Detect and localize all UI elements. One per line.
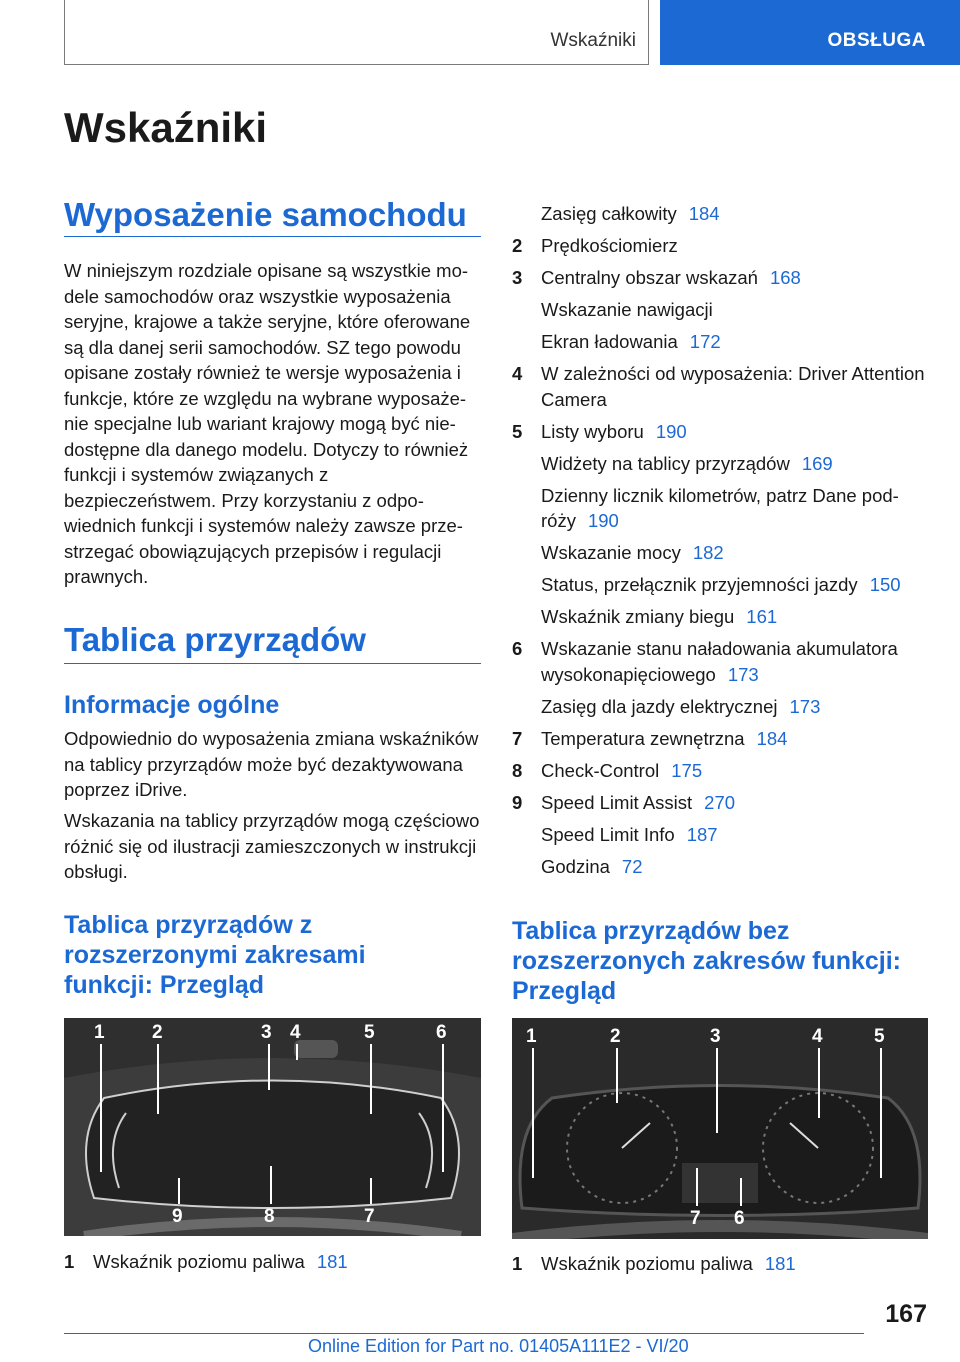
list-item-text: Widżety na tablicy przyrządów [541, 452, 790, 474]
page-ref-link[interactable]: 169 [801, 452, 833, 474]
instrument-cluster-basic-image [512, 1018, 928, 1239]
page-ref-link[interactable]: 184 [688, 203, 720, 224]
left-list-item-fuel [64, 1249, 481, 1275]
list-item-text: Godzina [541, 855, 610, 877]
callout-6: 6 [734, 1208, 745, 1229]
page-ref-link[interactable]: 173 [727, 663, 759, 685]
callout-legend-list [512, 201, 932, 886]
callout-1: 1 [94, 1022, 105, 1043]
page-ref-link[interactable]: 181 [316, 1251, 348, 1272]
instrument-cluster-extended-image [64, 1018, 481, 1236]
list-item-text: Listy wyboru [541, 420, 644, 442]
instrument-cluster-basic-drawing [512, 1018, 928, 1239]
list-item [512, 572, 932, 598]
list-item [512, 540, 932, 566]
list-item [512, 361, 932, 412]
list-item-number: 2 [512, 235, 523, 256]
callout-7: 7 [690, 1208, 701, 1229]
equipment-paragraph: W niniejszym rozdziale opisane są wszystkie modele samochodów oraz wszystkie wyposażenia seryjne, krajowe a także seryjne, które oferowane są dla danej serii samochodów. SZ tego powodu opisane zostały również te wersje wyposażenia i funkcje, które ze względu na wybrane wyposażenie specjalne lub wariant krajowy mogą być niedostępne dla danego modelu. Dotyczy to również funkcji i systemów związanych z bezpieczeństwem. Przy korzystaniu z odpowiednich funkcji i systemów należy zawsze przestrzegać obowiązujących przepisów i regulacji prawnych. [64, 260, 471, 587]
list-item-text: Wskaźnik zmiany biegu [541, 606, 735, 627]
footer-edition: Online Edition for Part no. 01405A111E2 - VI/20 [308, 1336, 689, 1356]
list-item [512, 329, 932, 355]
list-item [512, 297, 932, 323]
page-ref-link[interactable]: 175 [671, 759, 703, 781]
header-section-label: Wskaźniki [550, 30, 636, 51]
callout-6: 6 [436, 1022, 447, 1043]
list-item-text: Ekran ładowania [541, 331, 678, 352]
list-item-text: W zależności od wyposażenia: Driver Attention Camera [541, 363, 925, 410]
list-item-text: Temperatura zewnętrzna [541, 727, 745, 749]
list-item-number: 8 [512, 759, 523, 781]
subheading-extended-overview: Tablica przyrządów z rozszerzonymi zakresami funkcji: Przegląd [64, 911, 366, 999]
list-item-text: Wskaźnik poziomu paliwa [93, 1251, 305, 1272]
section-heading-equipment: Wyposażenie samochodu [64, 196, 467, 233]
list-item-text: Zasięg dla jazdy elektrycznej [541, 695, 778, 717]
list-item-text: Speed Limit Assist [541, 791, 693, 813]
page-ref-link[interactable]: 190 [587, 510, 619, 531]
list-item [512, 636, 932, 687]
page-ref-link[interactable]: 190 [655, 420, 687, 442]
list-item-number: 1 [512, 1253, 523, 1274]
callout-5: 5 [874, 1026, 885, 1047]
list-item-number: 6 [512, 638, 523, 659]
callout-5: 5 [364, 1022, 375, 1043]
list-item [512, 758, 932, 784]
list-item [512, 265, 932, 291]
right-list-item-fuel [512, 1251, 932, 1277]
heading-rule [64, 236, 481, 237]
callout-9: 9 [172, 1206, 183, 1227]
list-item-number: 7 [512, 727, 523, 749]
subheading-general-info: Informacje ogólne [64, 691, 280, 719]
list-item-number: 9 [512, 791, 523, 813]
list-item-number: 5 [512, 420, 523, 442]
list-item-text: Check-Control [541, 759, 660, 781]
general-info-paragraph-2: Wskazania na tablicy przyrządów mogą częściowo różnić się od ilustracji zamieszczonych w instrukcji obsługi. [64, 810, 480, 882]
list-item-text: Wskazanie stanu naładowania akumulatora wysokonapięciowego [541, 638, 898, 685]
general-info-paragraph-1: Odpowiednio do wyposażenia zmiana wskaźników na tablicy przyrządów może być dezaktywowana poprzez iDrive. [64, 728, 479, 800]
page-ref-link[interactable]: 182 [692, 542, 724, 563]
page-ref-link[interactable]: 161 [746, 606, 778, 627]
list-item [512, 790, 932, 816]
page-number: 167 [885, 1300, 927, 1328]
callout-4: 4 [290, 1022, 301, 1043]
footer-rule [64, 1333, 864, 1334]
list-item-text: Centralny obszar wskazań [541, 267, 758, 288]
page-ref-link[interactable]: 72 [621, 855, 643, 877]
list-item-text: Status, przełącznik przyjemności jazdy [541, 574, 858, 595]
heading-rule [64, 663, 481, 664]
list-item-number: 1 [64, 1251, 75, 1272]
section-heading-instrument-cluster: Tablica przyrządów [64, 621, 366, 658]
list-item-text: Wskazanie mocy [541, 542, 681, 563]
list-item [512, 419, 932, 445]
list-item [512, 233, 932, 259]
list-item [512, 451, 932, 477]
page-ref-link[interactable]: 173 [789, 695, 821, 717]
callout-7: 7 [364, 1206, 375, 1227]
list-item-number: 3 [512, 267, 523, 288]
list-item-text: Speed Limit Info [541, 823, 675, 845]
list-item-text: Dzienny licznik kilometrów, patrz Dane podróży [541, 484, 899, 531]
list-item [512, 726, 932, 752]
page-ref-link[interactable]: 181 [764, 1253, 796, 1274]
header-tab-obsluga[interactable] [660, 0, 960, 65]
list-item [512, 694, 932, 720]
callout-3: 3 [710, 1026, 721, 1047]
page-ref-link[interactable]: 270 [704, 791, 736, 813]
list-item-text: Wskazanie nawigacji [541, 299, 713, 320]
callout-2: 2 [152, 1022, 163, 1043]
page-ref-link[interactable]: 184 [756, 727, 788, 749]
page-ref-link[interactable]: 187 [686, 823, 718, 845]
list-item [512, 201, 932, 227]
callout-2: 2 [610, 1026, 621, 1047]
callout-8: 8 [264, 1206, 275, 1227]
list-item-number: 4 [512, 363, 523, 384]
header-box [64, 0, 649, 65]
list-item [512, 483, 932, 534]
callout-4: 4 [812, 1026, 823, 1047]
page-ref-link[interactable]: 172 [689, 331, 721, 352]
list-item [512, 822, 932, 848]
instrument-cluster-extended-drawing [64, 1018, 481, 1236]
header-tab-label: OBSŁUGA [827, 30, 926, 51]
list-item-text: Prędkościomierz [541, 235, 678, 256]
page-title: Wskaźniki [64, 104, 268, 151]
subheading-basic-overview: Tablica przyrządów bez rozszerzonych zakresów funkcji: Przegląd [512, 917, 902, 1005]
list-item-text: Wskaźnik poziomu paliwa [541, 1253, 753, 1274]
list-item-text: Zasięg całkowity [541, 203, 677, 224]
callout-3: 3 [261, 1022, 272, 1043]
list-item [512, 604, 932, 630]
page-ref-link[interactable]: 168 [769, 267, 801, 288]
list-item [512, 854, 932, 880]
page-ref-link[interactable]: 150 [869, 574, 901, 595]
callout-1: 1 [526, 1026, 537, 1047]
